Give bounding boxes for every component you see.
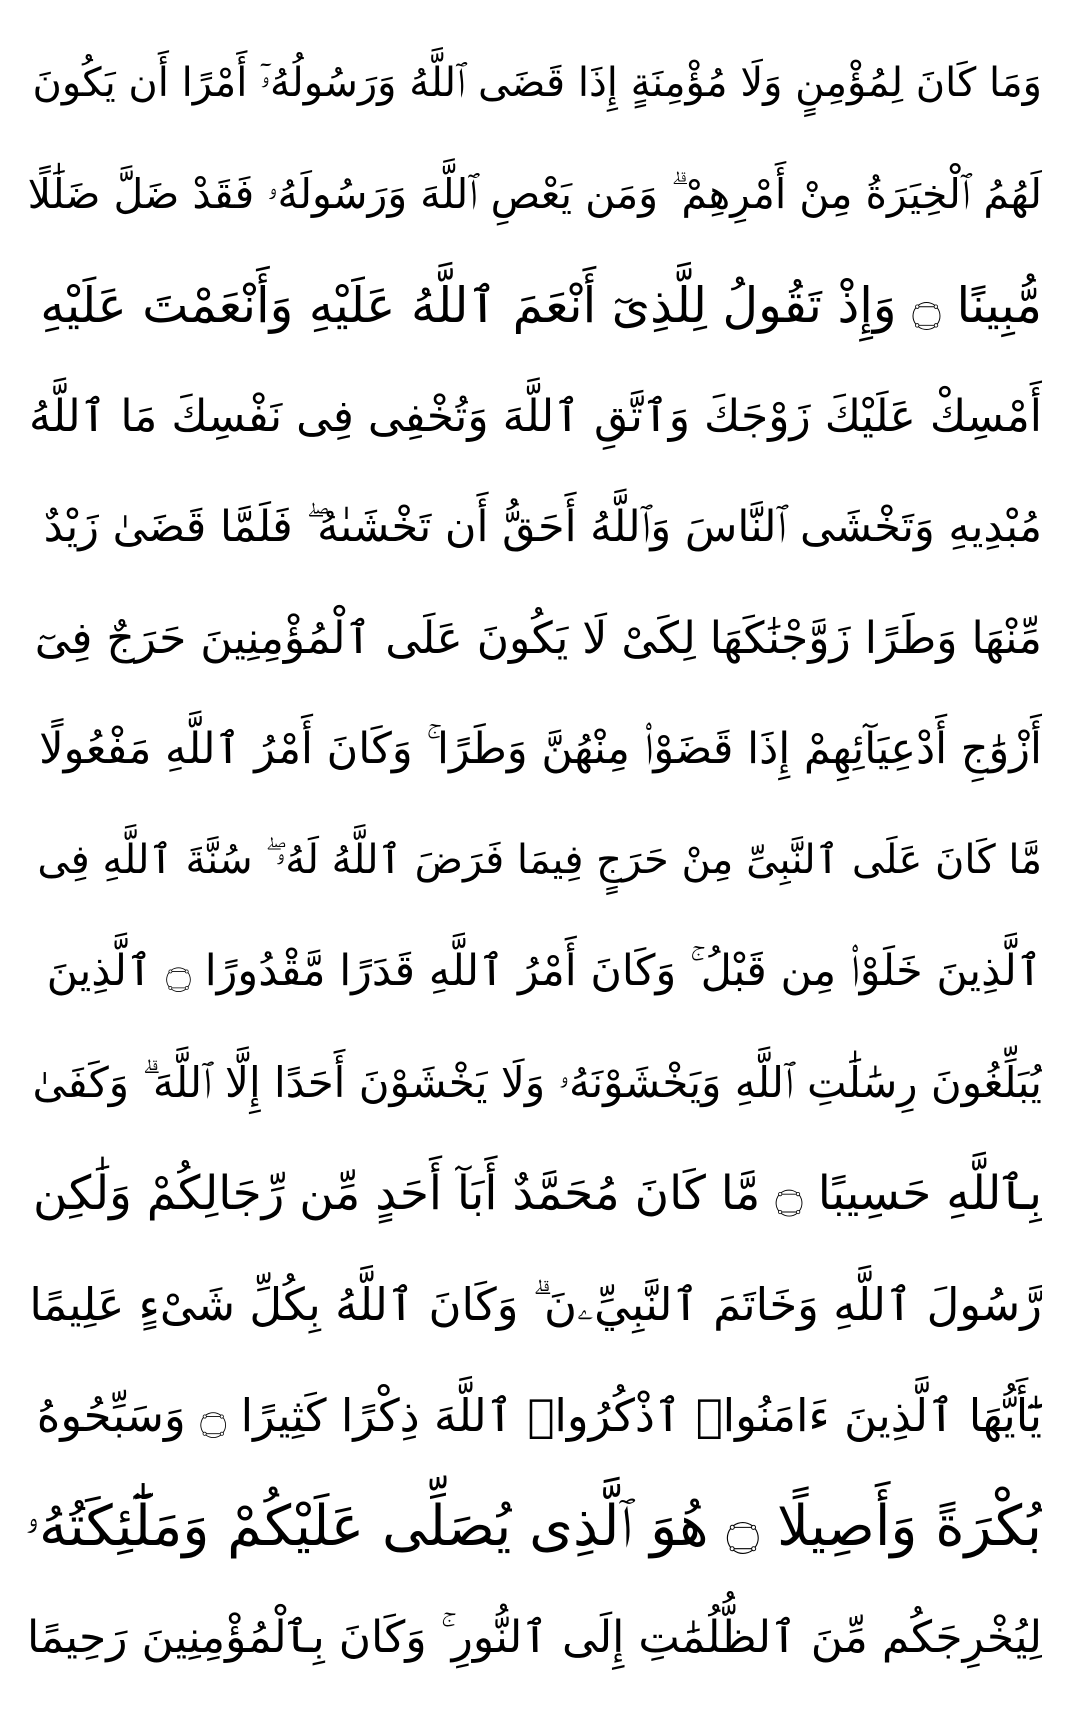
text-line — [24, 472, 1042, 583]
line-text: مُّبِينًا ۝ وَإِذْ تَقُولُ لِلَّذِىٓ أَنْعَمَ ٱللَّهُ عَلَيْهِ وَأَنْعَمْتَ عَلَيْهِ — [40, 277, 1042, 334]
text-line — [24, 1249, 1042, 1360]
text-line — [24, 139, 1042, 250]
text-line — [24, 1471, 1042, 1582]
line-text: بِٱللَّهِ حَسِيبًا ۝ مَّا كَانَ مُحَمَّدٌ أَبَآ أَحَدٍ مِّن رِّجَالِكُمْ وَلَٰكِن — [33, 1166, 1042, 1221]
line-text: وَمَا كَانَ لِمُؤْمِنٍ وَلَا مُؤْمِنَةٍ إِذَا قَضَى ٱللَّهُ وَرَسُولُهُۥٓ أَمْرًا أَن يَكُونَ — [32, 60, 1042, 106]
text-line — [24, 1138, 1042, 1249]
line-text: لَهُمُ ٱلْخِيَرَةُ مِنْ أَمْرِهِمْ ۗ وَمَن يَعْصِ ٱللَّهَ وَرَسُولَهُۥ فَقَدْ ضَلَّ ضَلَٰلًا — [27, 170, 1042, 218]
text-line — [24, 916, 1042, 1027]
text-line — [24, 805, 1042, 916]
line-text: أَمْسِكْ عَلَيْكَ زَوْجَكَ وَٱتَّقِ ٱللَّهَ وَتُخْفِى فِى نَفْسِكَ مَا ٱللَّهُ — [29, 391, 1042, 442]
line-text: يَٰٓأَيُّهَا ٱلَّذِينَ ءَامَنُوا۟ ٱذْكُرُوا۟ ٱللَّهَ ذِكْرًا كَثِيرًا ۝ وَسَبِّحُوهُ — [36, 1389, 1042, 1442]
text-line — [24, 250, 1042, 361]
line-text: أَزْوَٰجِ أَدْعِيَآئِهِمْ إِذَا قَضَوْا۟ مِنْهُنَّ وَطَرًا ۚ وَكَانَ أَمْرُ ٱللَّهِ مَفْعُولًا — [39, 724, 1042, 774]
text-line — [24, 1582, 1042, 1693]
line-text: يُبَلِّغُونَ رِسَٰلَٰتِ ٱللَّهِ وَيَخْشَوْنَهُۥ وَلَا يَخْشَوْنَ أَحَدًا إِلَّا ٱللَّهَ ۗ وَكَفَىٰ — [32, 1058, 1042, 1107]
text-line — [24, 1360, 1042, 1471]
text-line — [24, 361, 1042, 472]
text-line — [24, 28, 1042, 139]
line-text: ٱلَّذِينَ خَلَوْا۟ مِن قَبْلُ ۚ وَكَانَ أَمْرُ ٱللَّهِ قَدَرًا مَّقْدُورًا ۝ ٱلَّذِينَ — [46, 946, 1042, 996]
line-text: رَّسُولَ ٱللَّهِ وَخَاتَمَ ٱلنَّبِيِّۦنَ ۗ وَكَانَ ٱللَّهُ بِكُلِّ شَىْءٍ عَلِيمًا — [29, 1278, 1042, 1331]
line-text: مُبْدِيهِ وَتَخْشَى ٱلنَّاسَ وَٱللَّهُ أَحَقُّ أَن تَخْشَىٰهُ ۖ فَلَمَّا قَضَىٰ زَيْدٌ — [43, 502, 1042, 552]
line-text: لِيُخْرِجَكُم مِّنَ ٱلظُّلُمَٰتِ إِلَى ٱلنُّورِ ۚ وَكَانَ بِٱلْمُؤْمِنِينَ رَحِيمًا — [26, 1612, 1042, 1663]
text-line — [24, 583, 1042, 694]
text-line — [24, 694, 1042, 805]
line-text: مَّا كَانَ عَلَى ٱلنَّبِىِّ مِنْ حَرَجٍ فِيمَا فَرَضَ ٱللَّهُ لَهُۥ ۖ سُنَّةَ ٱللَّهِ فِى — [37, 837, 1042, 883]
line-text: بُكْرَةً وَأَصِيلًا ۝ هُوَ ٱلَّذِى يُصَلِّى عَلَيْكُمْ وَمَلَٰٓئِكَتُهُۥ — [25, 1494, 1042, 1559]
text-line — [24, 1027, 1042, 1138]
line-text: مِّنْهَا وَطَرًا زَوَّجْنَٰكَهَا لِكَىْ لَا يَكُونَ عَلَى ٱلْمُؤْمِنِينَ حَرَجٌ فِىٓ — [34, 613, 1042, 664]
